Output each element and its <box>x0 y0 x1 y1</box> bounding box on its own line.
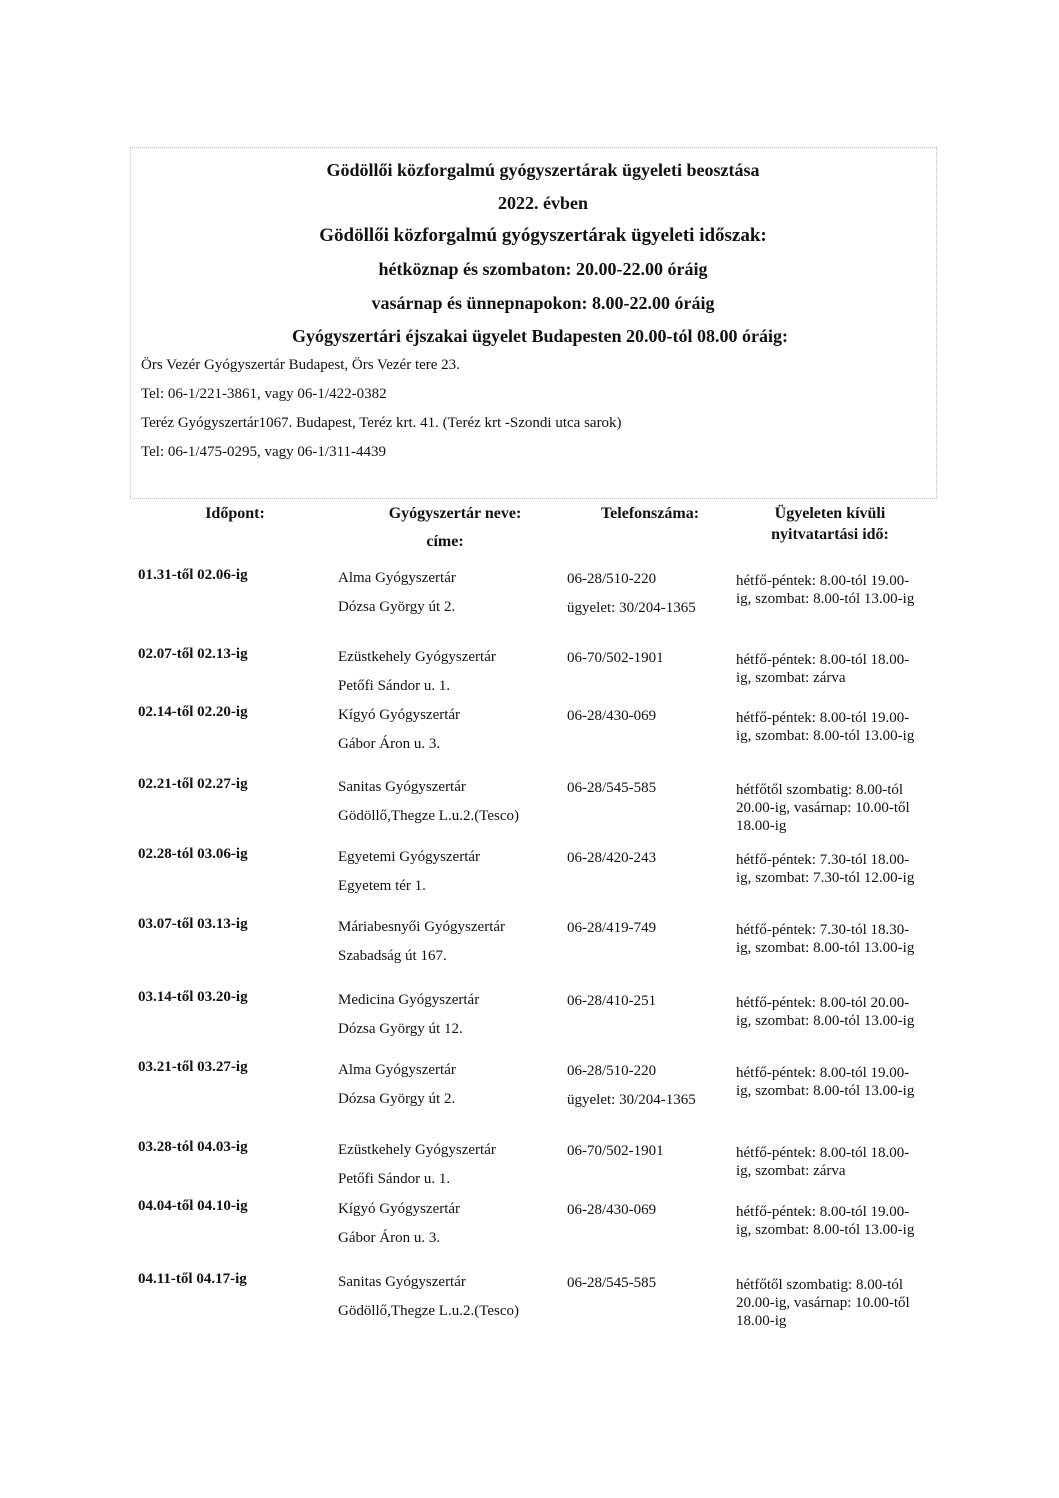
pharmacy-phone: 06-70/502-1901 <box>567 650 664 666</box>
opening-hours: hétfő-péntek: 8.00-tól 20.00-ig, szombat: 8.00-tól 13.00-ig <box>736 995 915 1029</box>
pharmacy-phone: 06-28/430-069 <box>567 1202 657 1218</box>
opening-hours: hétfő-péntek: 8.00-tól 18.00-ig, szombat: zárva <box>736 1145 910 1179</box>
pharmacy-duty-phone: ügyelet: 30/204-1365 <box>567 1092 696 1108</box>
pharmacy-address: Egyetem tér 1. <box>338 878 426 894</box>
opening-hours: hétfő-péntek: 7.30-tól 18.00-ig, szombat: 7.30-tól 12.00-ig <box>736 852 915 886</box>
pharmacy-address: Petőfi Sándor u. 1. <box>338 678 451 694</box>
pharmacy-address: Szabadság út 167. <box>338 948 447 964</box>
pharmacy-name: Alma Gyógyszertár <box>338 570 456 586</box>
pharmacy-address: Petőfi Sándor u. 1. <box>338 1171 451 1187</box>
pharmacy-name: Sanitas Gyógyszertár <box>338 1274 466 1290</box>
pharmacy-address: Dózsa György út 2. <box>338 1091 456 1107</box>
row-date: 03.28-tól 04.03-ig <box>138 1139 248 1155</box>
opening-hours: hétfő-péntek: 8.00-tól 18.00-ig, szombat: zárva <box>736 652 910 686</box>
title: Gödöllői közforgalmú gyógyszertárak ügyeleti beosztása <box>326 160 760 180</box>
opening-hours: hétfőtől szombatig: 8.00-tól 20.00-ig, vasárnap: 10.00-től 18.00-ig <box>736 1277 910 1329</box>
pharmacy-address: Gábor Áron u. 3. <box>338 1230 441 1246</box>
row-date: 03.14-től 03.20-ig <box>138 989 248 1005</box>
row-date: 01.31-től 02.06-ig <box>138 567 248 583</box>
night-duty-heading: Gyógyszertári éjszakai ügyelet Budapesten 20.00-tól 08.00 óráig: <box>292 326 788 346</box>
pharmacy-address: Gödöllő,Thegze L.u.2.(Tesco) <box>338 1303 519 1319</box>
info-line: Tel: 06-1/475-0295, vagy 06-1/311-4439 <box>141 444 387 460</box>
pharmacy-phone: 06-70/502-1901 <box>567 1143 664 1159</box>
pharmacy-name: Medicina Gyógyszertár <box>338 992 480 1008</box>
row-date: 03.21-től 03.27-ig <box>138 1059 248 1075</box>
pharmacy-address: Dózsa György út 12. <box>338 1021 463 1037</box>
pharmacy-name: Alma Gyógyszertár <box>338 1062 456 1078</box>
info-line: Örs Vezér Gyógyszertár Budapest, Örs Vezér tere 23. <box>141 357 460 373</box>
col-header-phone: Telefonszáma: <box>600 505 700 522</box>
pharmacy-duty-phone: ügyelet: 30/204-1365 <box>567 600 696 616</box>
col-header-name: Gyógyszertár neve: <box>388 505 522 522</box>
weekday-hours: hétköznap és szombaton: 20.00-22.00 óráig <box>378 259 708 279</box>
pharmacy-address: Dózsa György út 2. <box>338 599 456 615</box>
row-date: 02.21-től 02.27-ig <box>138 776 248 792</box>
row-date: 02.28-tól 03.06-ig <box>138 846 248 862</box>
pharmacy-name: Máriabesnyői Gyógyszertár <box>338 919 506 935</box>
row-date: 04.04-től 04.10-ig <box>138 1198 248 1214</box>
row-date: 03.07-től 03.13-ig <box>138 916 248 932</box>
pharmacy-name: Sanitas Gyógyszertár <box>338 779 466 795</box>
pharmacy-name: Ezüstkehely Gyógyszertár <box>338 649 496 665</box>
title-year: 2022. évben <box>498 193 588 213</box>
pharmacy-phone: 06-28/545-585 <box>567 1275 657 1291</box>
pharmacy-phone: 06-28/420-243 <box>567 850 657 866</box>
pharmacy-name: Kígyó Gyógyszertár <box>338 707 461 723</box>
col-header-address: címe: <box>426 533 464 550</box>
pharmacy-phone: 06-28/510-220 <box>567 571 657 587</box>
opening-hours: hétfő-péntek: 8.00-tól 19.00-ig, szombat: 8.00-tól 13.00-ig <box>736 573 915 607</box>
pharmacy-address: Gödöllő,Thegze L.u.2.(Tesco) <box>338 808 519 824</box>
col-header-hours: Ügyeleten kívüli <box>774 505 886 522</box>
pharmacy-phone: 06-28/410-251 <box>567 993 657 1009</box>
opening-hours: hétfő-péntek: 8.00-tól 19.00-ig, szombat: 8.00-tól 13.00-ig <box>736 710 915 744</box>
info-line: Tel: 06-1/221-3861, vagy 06-1/422-0382 <box>141 386 387 402</box>
opening-hours: hétfő-péntek: 7.30-tól 18.30-ig, szombat: 8.00-tól 13.00-ig <box>736 922 915 956</box>
pharmacy-phone: 06-28/545-585 <box>567 780 657 796</box>
row-date: 02.14-től 02.20-ig <box>138 704 248 720</box>
row-date: 02.07-től 02.13-ig <box>138 646 248 662</box>
pharmacy-name: Ezüstkehely Gyógyszertár <box>338 1142 496 1158</box>
pharmacy-phone: 06-28/419-749 <box>567 920 657 936</box>
row-date: 04.11-től 04.17-ig <box>138 1271 247 1287</box>
pharmacy-phone: 06-28/430-069 <box>567 708 657 724</box>
col-header-date: Időpont: <box>205 505 265 522</box>
col-header-hours-2: nyitvatartási idő: <box>771 526 889 543</box>
pharmacy-phone: 06-28/510-220 <box>567 1063 657 1079</box>
opening-hours: hétfőtől szombatig: 8.00-tól 20.00-ig, vasárnap: 10.00-től 18.00-ig <box>736 782 910 834</box>
duty-period-heading: Gödöllői közforgalmú gyógyszertárak ügyeleti időszak: <box>319 225 767 246</box>
opening-hours: hétfő-péntek: 8.00-tól 19.00-ig, szombat: 8.00-tól 13.00-ig <box>736 1204 915 1238</box>
pharmacy-name: Egyetemi Gyógyszertár <box>338 849 481 865</box>
pharmacy-name: Kígyó Gyógyszertár <box>338 1201 461 1217</box>
opening-hours: hétfő-péntek: 8.00-tól 19.00-ig, szombat: 8.00-tól 13.00-ig <box>736 1065 915 1099</box>
pharmacy-address: Gábor Áron u. 3. <box>338 736 441 752</box>
holiday-hours: vasárnap és ünnepnapokon: 8.00-22.00 óráig <box>371 293 715 313</box>
info-line: Teréz Gyógyszertár1067. Budapest, Teréz krt. 41. (Teréz krt -Szondi utca sarok) <box>141 415 622 431</box>
